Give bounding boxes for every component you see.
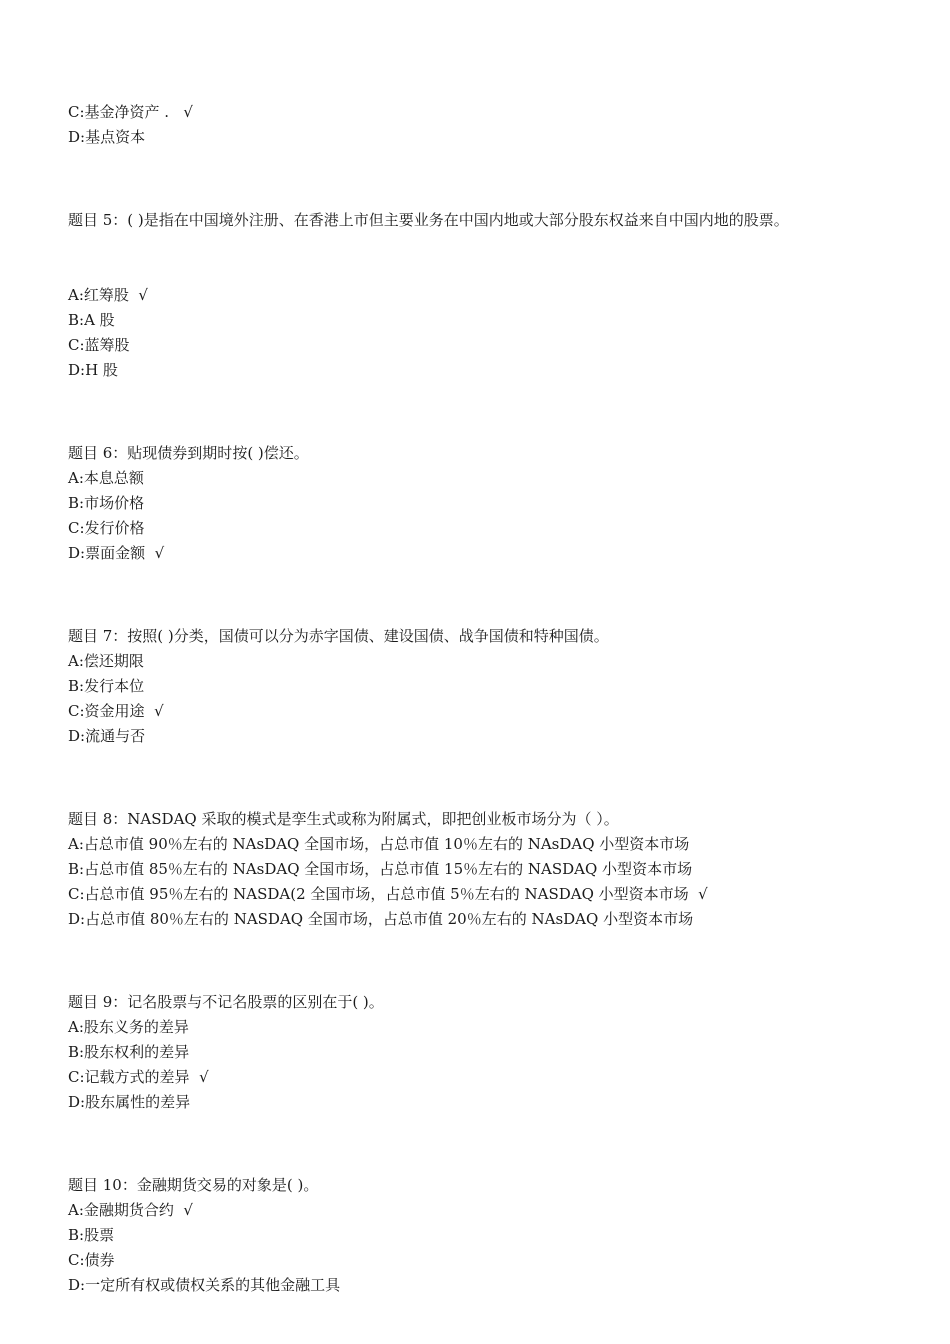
question-stem: 题目 10：金融期货交易的对象是( )。 — [68, 1176, 319, 1194]
option-a: A:本息总额 — [68, 469, 144, 487]
question-8 — [68, 807, 928, 932]
option-a: A:股东义务的差异 — [68, 1018, 189, 1036]
spacer — [68, 749, 928, 807]
question-stem: 题目 9：记名股票与不记名股票的区别在于( )。 — [68, 993, 384, 1011]
option-a: A:偿还期限 — [68, 652, 144, 670]
option-b: B:股票 — [68, 1226, 115, 1244]
option-d: D:基点资本 — [68, 128, 146, 146]
option-d: D:H 股 — [68, 361, 118, 379]
option-c: C:蓝筹股 — [68, 336, 130, 354]
spacer — [68, 932, 928, 990]
option-b: B:占总市值 85％左右的 NAsDAQ 全国市场，占总市值 15％左右的 NASDAQ 小型资本市场 — [68, 860, 693, 878]
question-6 — [68, 441, 928, 566]
question-stem: 题目 6：贴现债券到期时按( )偿还。 — [68, 444, 309, 462]
option-b: B:发行本位 — [68, 677, 145, 695]
option-b: B:A 股 — [68, 311, 115, 329]
option-c: C:发行价格 — [68, 519, 145, 537]
option-c: C:记载方式的差异 √ — [68, 1068, 209, 1086]
option-b: B:股东权利的差异 — [68, 1043, 190, 1061]
exam-document — [68, 100, 928, 1298]
question-10 — [68, 1173, 928, 1298]
question-4-continued — [68, 100, 928, 150]
option-c: C:资金用途 √ — [68, 702, 164, 720]
option-c: C:债券 — [68, 1251, 115, 1269]
question-stem: 题目 8：NASDAQ 采取的模式是孪生式或称为附属式，即把创业板市场分为（ ）。 — [68, 810, 619, 828]
question-5 — [68, 208, 928, 383]
option-a: A:占总市值 90％左右的 NAsDAQ 全国市场，占总市值 10％左右的 NAsDAQ 小型资本市场 — [68, 835, 690, 853]
option-d: D:票面金额 √ — [68, 544, 165, 562]
question-7 — [68, 624, 928, 749]
spacer — [68, 233, 928, 283]
option-a: A:金融期货合约 √ — [68, 1201, 193, 1219]
option-a: A:红筹股 √ — [68, 286, 148, 304]
spacer — [68, 150, 928, 208]
option-d: D:流通与否 — [68, 727, 146, 745]
question-stem: 题目 7：按照( )分类，国债可以分为赤字国债、建设国债、战争国债和特种国债。 — [68, 627, 609, 645]
spacer — [68, 1115, 928, 1173]
spacer — [68, 566, 928, 624]
option-b: B:市场价格 — [68, 494, 145, 512]
option-c: C:基金净资产 . √ — [68, 103, 193, 121]
spacer — [68, 383, 928, 441]
question-9 — [68, 990, 928, 1115]
question-stem: 题目 5：( )是指在中国境外注册、在香港上市但主要业务在中国内地或大部分股东权益来自中国内地的股票。 — [68, 211, 789, 229]
option-c: C:占总市值 95％左右的 NASDA(2 全国市场，占总市值 5％左右的 NASDAQ 小型资本市场 √ — [68, 885, 708, 903]
option-d: D:一定所有权或债权关系的其他金融工具 — [68, 1276, 341, 1294]
option-d: D:占总市值 80％左右的 NASDAQ 全国市场，占总市值 20％左右的 NAsDAQ 小型资本市场 — [68, 910, 694, 928]
option-d: D:股东属性的差异 — [68, 1093, 191, 1111]
